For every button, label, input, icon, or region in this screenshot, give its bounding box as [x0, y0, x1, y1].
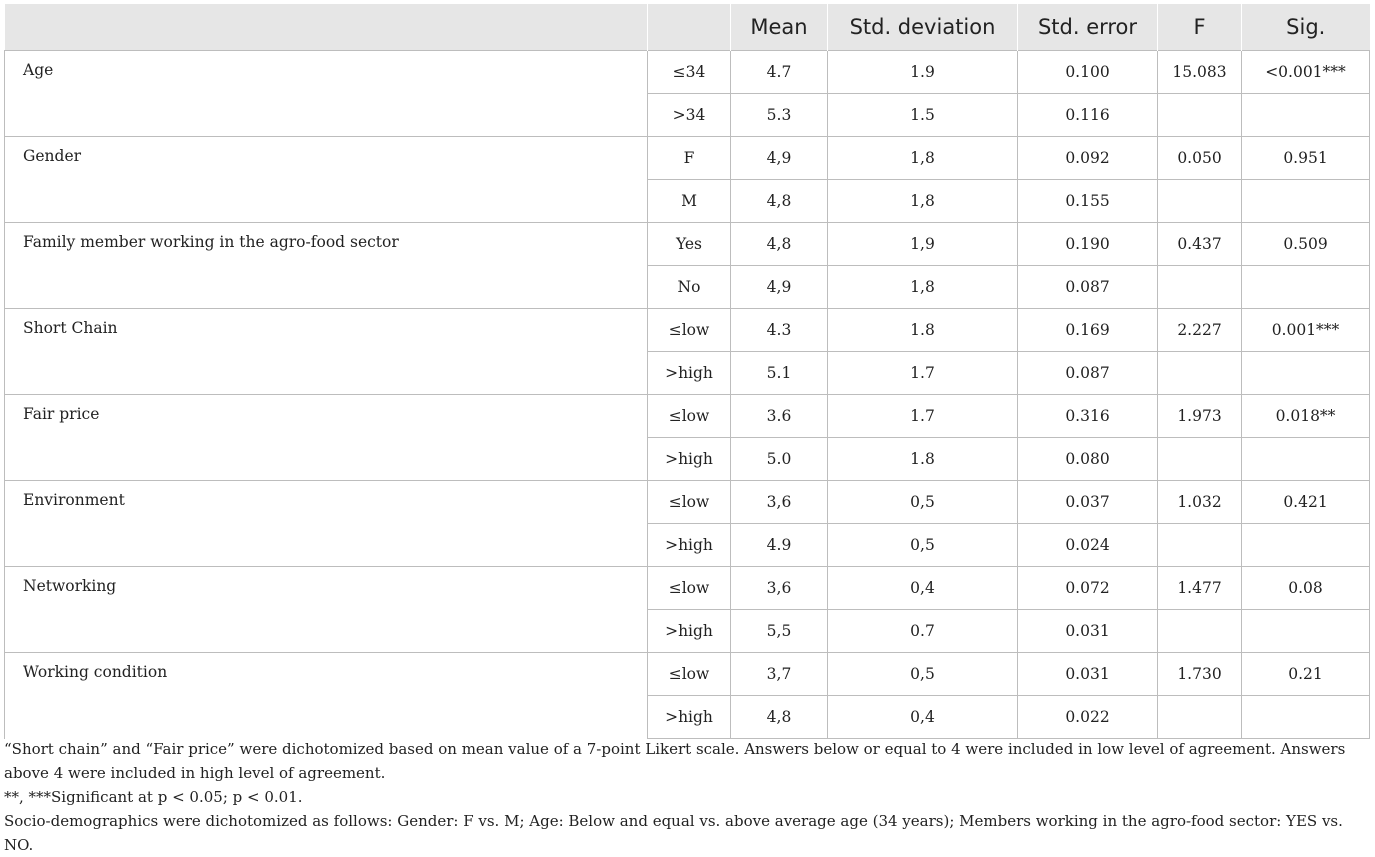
std-error-cell: 0.190 — [1018, 223, 1158, 266]
sig-cell: 0.421 — [1242, 481, 1370, 524]
variable-label: Family member working in the agro-food sector — [5, 223, 648, 309]
mean-cell: 3,6 — [731, 481, 828, 524]
std-deviation-cell: 1.5 — [828, 94, 1018, 137]
header-std-deviation: Std. deviation — [828, 4, 1018, 51]
sig-cell: 0.951 — [1242, 137, 1370, 180]
level-cell: No — [648, 266, 731, 309]
level-cell: ≤low — [648, 309, 731, 352]
std-error-cell: 0.087 — [1018, 266, 1158, 309]
sig-cell-empty — [1242, 352, 1370, 395]
std-error-cell: 0.092 — [1018, 137, 1158, 180]
sig-cell: 0.509 — [1242, 223, 1370, 266]
table-row — [5, 481, 1370, 524]
table-row — [5, 137, 1370, 180]
std-deviation-cell: 1.9 — [828, 51, 1018, 94]
variable-label: Short Chain — [5, 309, 648, 395]
header-row — [5, 4, 1370, 51]
mean-cell: 4,8 — [731, 223, 828, 266]
mean-cell: 4.7 — [731, 51, 828, 94]
std-error-cell: 0.022 — [1018, 696, 1158, 739]
level-cell: ≤low — [648, 567, 731, 610]
header-level — [648, 4, 731, 51]
f-cell: 15.083 — [1158, 51, 1242, 94]
header-f: F — [1158, 4, 1242, 51]
sig-cell: 0.08 — [1242, 567, 1370, 610]
level-cell: >34 — [648, 94, 731, 137]
std-deviation-cell: 1,8 — [828, 137, 1018, 180]
sig-cell: 0.21 — [1242, 653, 1370, 696]
std-deviation-cell: 0,5 — [828, 481, 1018, 524]
f-cell-empty — [1158, 180, 1242, 223]
level-cell: >high — [648, 352, 731, 395]
level-cell: ≤low — [648, 395, 731, 438]
sig-cell-empty — [1242, 94, 1370, 137]
mean-cell: 4.3 — [731, 309, 828, 352]
std-error-cell: 0.316 — [1018, 395, 1158, 438]
level-cell: >high — [648, 438, 731, 481]
header-sig: Sig. — [1242, 4, 1370, 51]
f-cell: 0.437 — [1158, 223, 1242, 266]
level-cell: M — [648, 180, 731, 223]
table-footnotes — [4, 737, 1369, 857]
mean-cell: 3,6 — [731, 567, 828, 610]
sig-cell: 0.018** — [1242, 395, 1370, 438]
mean-cell: 4,9 — [731, 137, 828, 180]
std-error-cell: 0.031 — [1018, 610, 1158, 653]
mean-cell: 5,5 — [731, 610, 828, 653]
sig-cell-empty — [1242, 696, 1370, 739]
f-cell-empty — [1158, 610, 1242, 653]
sig-cell: 0.001*** — [1242, 309, 1370, 352]
table-row — [5, 653, 1370, 696]
f-cell: 1.973 — [1158, 395, 1242, 438]
std-error-cell: 0.037 — [1018, 481, 1158, 524]
f-cell: 2.227 — [1158, 309, 1242, 352]
variable-label: Networking — [5, 567, 648, 653]
level-cell: ≤low — [648, 653, 731, 696]
sig-cell-empty — [1242, 524, 1370, 567]
std-error-cell: 0.031 — [1018, 653, 1158, 696]
f-cell: 1.032 — [1158, 481, 1242, 524]
f-cell: 0.050 — [1158, 137, 1242, 180]
std-deviation-cell: 0,5 — [828, 653, 1018, 696]
std-deviation-cell: 1,9 — [828, 223, 1018, 266]
std-deviation-cell: 1,8 — [828, 266, 1018, 309]
std-error-cell: 0.116 — [1018, 94, 1158, 137]
sig-cell-empty — [1242, 180, 1370, 223]
level-cell: F — [648, 137, 731, 180]
table-row — [5, 567, 1370, 610]
std-error-cell: 0.072 — [1018, 567, 1158, 610]
f-cell-empty — [1158, 266, 1242, 309]
std-deviation-cell: 1,8 — [828, 180, 1018, 223]
mean-cell: 4,9 — [731, 266, 828, 309]
mean-cell: 5.1 — [731, 352, 828, 395]
std-deviation-cell: 1.8 — [828, 309, 1018, 352]
std-deviation-cell: 1.7 — [828, 395, 1018, 438]
table-row — [5, 395, 1370, 438]
variable-label: Gender — [5, 137, 648, 223]
footnote-significance: **, ***Significant at p < 0.05; p < 0.01. — [4, 788, 303, 806]
mean-cell: 4,8 — [731, 696, 828, 739]
mean-cell: 5.3 — [731, 94, 828, 137]
level-cell: ≤34 — [648, 51, 731, 94]
f-cell-empty — [1158, 696, 1242, 739]
header-std-error: Std. error — [1018, 4, 1158, 51]
variable-label: Environment — [5, 481, 648, 567]
std-error-cell: 0.169 — [1018, 309, 1158, 352]
table-row — [5, 51, 1370, 94]
sig-cell-empty — [1242, 610, 1370, 653]
variable-label: Fair price — [5, 395, 648, 481]
mean-cell: 4,8 — [731, 180, 828, 223]
mean-cell: 3.6 — [731, 395, 828, 438]
level-cell: >high — [648, 610, 731, 653]
level-cell: >high — [648, 696, 731, 739]
level-cell: >high — [648, 524, 731, 567]
mean-cell: 4.9 — [731, 524, 828, 567]
anova-table — [4, 4, 1370, 739]
std-deviation-cell: 1.8 — [828, 438, 1018, 481]
std-deviation-cell: 0,4 — [828, 567, 1018, 610]
table-row — [5, 309, 1370, 352]
std-error-cell: 0.155 — [1018, 180, 1158, 223]
mean-cell: 5.0 — [731, 438, 828, 481]
footnote-socio-demographics: Socio-demographics were dichotomized as follows: Gender: F vs. M; Age: Below and equal vs. above average age (34 years); Members working in the agro-food sector: YES vs. NO. — [4, 812, 1343, 854]
std-error-cell: 0.080 — [1018, 438, 1158, 481]
level-cell: ≤low — [648, 481, 731, 524]
f-cell-empty — [1158, 524, 1242, 567]
f-cell-empty — [1158, 94, 1242, 137]
header-mean: Mean — [731, 4, 828, 51]
variable-label: Working condition — [5, 653, 648, 739]
f-cell: 1.730 — [1158, 653, 1242, 696]
std-deviation-cell: 1.7 — [828, 352, 1018, 395]
sig-cell-empty — [1242, 438, 1370, 481]
sig-cell-empty — [1242, 266, 1370, 309]
f-cell-empty — [1158, 352, 1242, 395]
std-deviation-cell: 0,5 — [828, 524, 1018, 567]
level-cell: Yes — [648, 223, 731, 266]
mean-cell: 3,7 — [731, 653, 828, 696]
header-variable — [5, 4, 648, 51]
f-cell: 1.477 — [1158, 567, 1242, 610]
std-error-cell: 0.087 — [1018, 352, 1158, 395]
variable-label: Age — [5, 51, 648, 137]
std-deviation-cell: 0.7 — [828, 610, 1018, 653]
f-cell-empty — [1158, 438, 1242, 481]
std-error-cell: 0.100 — [1018, 51, 1158, 94]
table-row — [5, 223, 1370, 266]
std-deviation-cell: 0,4 — [828, 696, 1018, 739]
sig-cell: <0.001*** — [1242, 51, 1370, 94]
footnote-dichotomization: “Short chain” and “Fair price” were dichotomized based on mean value of a 7-point Likert scale. Answers below or equal to 4 were included in low level of agreement. Answers above 4 were included in high level of agreement. — [4, 740, 1346, 782]
std-error-cell: 0.024 — [1018, 524, 1158, 567]
